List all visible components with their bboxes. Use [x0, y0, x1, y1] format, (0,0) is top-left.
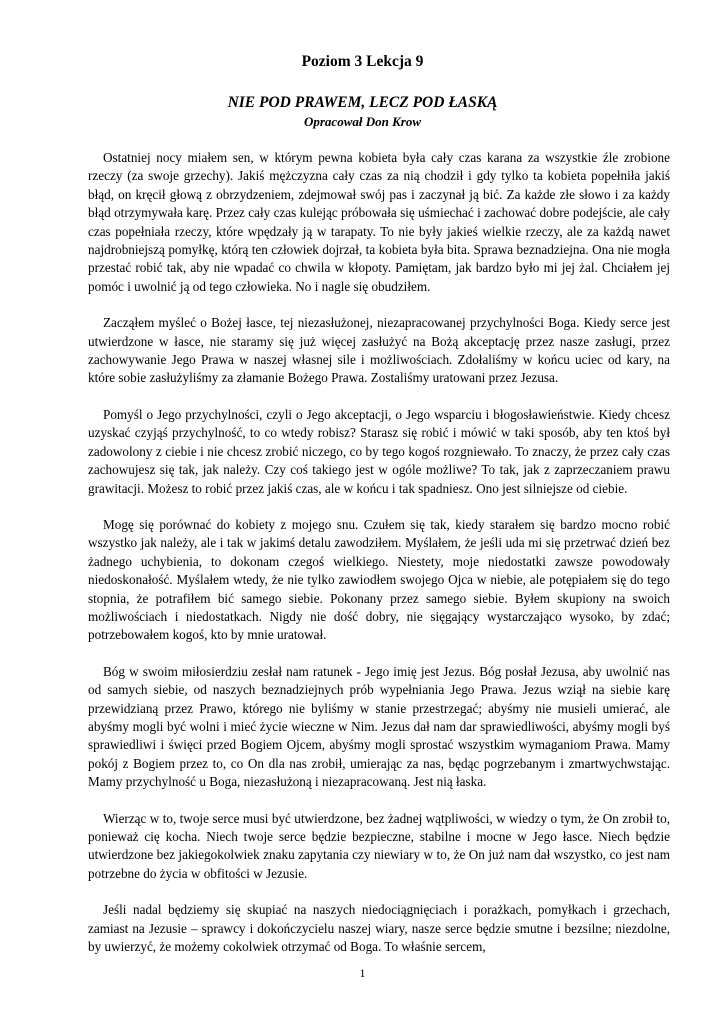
- paragraph: Ostatniej nocy miałem sen, w którym pewna kobieta była cały czas karana za wszystkie źle zrobione rzeczy (za swoje grzechy). Jakiś mężczyzna cały czas za nią chodził i gdy tylko ta kobieta popełniła jakiś błąd, on kręcił głową z obrzydzeniem, zdejmował swój pas i zaczynał ją bić. Za każde złe słowo i za każdy błąd otrzymywała karę. Przez cały czas kulejąc próbowała się uśmiechać i zachować dobre podejście, ale cały czas popełniała rzeczy, które wpędzały ją w tarapaty. To nie były jakieś wielkie rzeczy, ale za każdą nawet najdrobniejszą pomyłkę, którą ten człowiek dojrzał, ta kobieta była bita. Sprawa beznadziejna. Ona nie mogła przestać robić tak, aby nie wpadać co chwila w kłopoty. Pamiętam, jak bardzo było mi jej żal. Chciałem jej pomóc i uwolnić ją od tego człowieka. No i nagle się obudziłem.: [88, 150, 670, 294]
- paragraph: Zacząłem myśleć o Bożej łasce, tej niezasłużonej, niezapracowanej przychylności Boga. Kiedy serce jest utwierdzone w łasce, nie staramy się już więcej zasłużyć na Bożą akceptację przez nasze zasługi, przez zachowywanie Jego Prawa w naszej własnej sile i możliwościach. Zdołaliśmy w końcu uciec od kary, na które sobie zasłużyliśmy za złamanie Bożego Prawa. Zostaliśmy uratowani przez Jezusa.: [88, 315, 670, 386]
- lesson-heading: Poziom 3 Lekcja 9: [301, 53, 424, 70]
- paragraph: Wierząc w to, twoje serce musi być utwierdzone, bez żadnej wątpliwości, w wiedzy o tym, że On zrobił to, ponieważ cię kocha. Niech twoje serce będzie bezpieczne, stabilne i mocne w Jego łasce. Niech będzie utwierdzone bez jakiegokolwiek znaku zapytania czy niewiary w to, że On już nam dał wszystko, co jest nam potrzebne do życia w obfitości w Jezusie.: [88, 810, 670, 881]
- page-number: 1: [359, 966, 366, 980]
- paragraph: Mogę się porównać do kobiety z mojego snu. Czułem się tak, kiedy starałem się bardzo mocno robić wszystko jak należy, ale i tak w jakimś detalu zawodziłem. Myślałem, że jeśli uda mi się przetrwać dzień bez żadnego uchybienia, to dokonam czegoś wielkiego. Niestety, moje niedostatki zawsze powodowały niedoskonałość. Myślałem wtedy, że nie tylko zawiodłem swojego Ojca w niebie, ale potępiałem się do tego stopnia, że potrafiłem bić samego siebie. Pokonany przez samego siebie. Byłem skupiony na swoich możliwościach i niedostatkach. Nigdy nie dość dobry, nie sięgający wystarczająco wysoko, by zdać; potrzebowałem kogoś, kto by mnie uratował.: [88, 516, 670, 643]
- author-line: Opracował Don Krow: [303, 114, 422, 129]
- document-title: NIE POD PRAWEM, LECZ POD ŁASKĄ: [227, 94, 498, 111]
- document-body: [88, 149, 670, 974]
- paragraph: Bóg w swoim miłosierdziu zesłał nam ratunek - Jego imię jest Jezus. Bóg posłał Jezusa, aby uwolnić nas od samych siebie, od naszych beznadziejnych prób wypełniania Jego Prawa. Jezus wziął na siebie karę przewidzianą przez Prawo, którego nie byliśmy w stanie przestrzegać; abyśmy nie musieli umierać, ale abyśmy mogli być wolni i mieć życie wieczne w Nim. Jezus dał nam dar sprawiedliwości, abyśmy mogli byś sprawiedliwi i święci przed Bogiem Ojcem, abyśmy mogli sprostać wszystkim wymaganiom Prawa. Mamy pokój z Bogiem przez to, co On dla nas zrobił, umierając za nas, będąc pogrzebanym i zmartwychwstając. Mamy przychylność u Boga, niezasłużoną i niezapracowaną. Jest nią łaska.: [88, 663, 670, 790]
- paragraph: Jeśli nadal będziemy się skupiać na naszych niedociągnięciach i porażkach, pomyłkach i grzechach, zamiast na Jezusie – sprawcy i dokończycielu naszej wiary, nasze serce będzie smutne i bezsilne; niezdolne, by uwierzyć, że możemy cokolwiek otrzymać od Boga. To właśnie sercem,: [88, 902, 670, 955]
- paragraph: Pomyśl o Jego przychylności, czyli o Jego akceptacji, o Jego wsparciu i błogosławieństwie. Kiedy chcesz uzyskać czyjąś przychylność, to co wtedy robisz? Starasz się robić i mówić w taki sposób, aby ten ktoś był zadowolony z ciebie i nie chcesz zrobić niczego, co by tego kogoś rozgniewało. To znaczy, że przez cały czas zachowujesz się tak, jak należy. Czy coś takiego jest w ogóle możliwe? To tak, jak z zaprzeczaniem prawu grawitacji. Możesz to robić przez jakiś czas, ale w końcu i tak spadniesz. Ono jest silniejsze od ciebie.: [88, 406, 670, 496]
